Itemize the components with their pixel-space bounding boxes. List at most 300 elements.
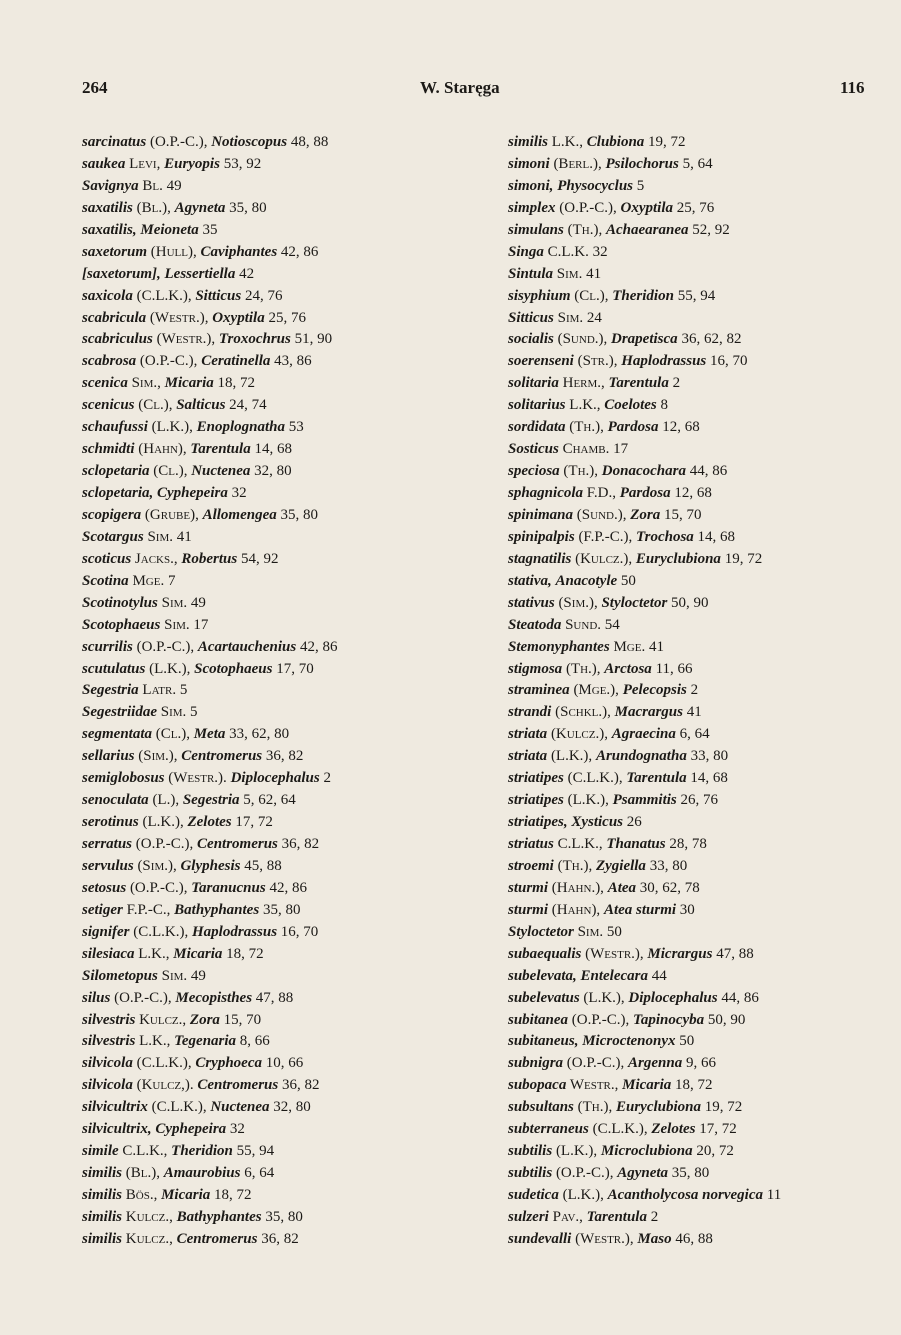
entry-pages: 16, 70	[277, 923, 319, 940]
entry-genus: Arctosa	[604, 660, 652, 677]
entry-author: (Kulcz.),	[571, 550, 636, 567]
entry-genus: Styloctetor	[601, 594, 668, 611]
entry-epithet: Stemonyphantes	[508, 638, 610, 655]
entry-pages: 42, 86	[265, 879, 307, 896]
entry-pages: 20, 72	[692, 1143, 734, 1160]
entry-author: (Bl.),	[122, 1165, 164, 1182]
entry-genus: Notioscopus	[211, 134, 288, 150]
index-entry	[82, 922, 454, 944]
index-entry	[508, 988, 888, 1010]
entry-author: (O.P.-C.),	[563, 1055, 629, 1072]
entry-pages: 35, 80	[276, 506, 319, 523]
entry-genus: Micaria	[161, 1187, 211, 1203]
entry-epithet: setosus	[82, 879, 127, 896]
entry-author: (O.P.-C.),	[132, 836, 198, 852]
entry-epithet: scopigera	[82, 506, 142, 523]
entry-author: (L.K.),	[145, 660, 195, 677]
index-entry	[82, 944, 454, 966]
index-entry	[82, 878, 454, 900]
entry-epithet: schmidti	[82, 441, 135, 458]
entry-genus: Ceratinella	[201, 353, 271, 370]
entry-author: (Schkl.),	[551, 704, 615, 721]
page-number-left: 264	[82, 78, 108, 97]
index-entry	[82, 1163, 454, 1185]
entry-genus: Micaria	[173, 945, 223, 962]
index-entry	[508, 308, 888, 330]
entry-author: Bl.	[138, 177, 167, 194]
entry-epithet: semiglobosus	[82, 770, 165, 787]
entry-genus: Tegenaria	[174, 1033, 237, 1050]
entry-author: (L.K.),	[138, 814, 188, 831]
index-entry	[508, 417, 888, 439]
entry-author: (Westr.),	[146, 309, 213, 326]
entry-pages: 15, 70	[219, 1011, 262, 1028]
entry-author: (Str.),	[573, 353, 622, 370]
index-entry	[508, 615, 888, 637]
index-entry	[82, 286, 454, 308]
entry-epithet: simile	[82, 1143, 119, 1160]
entry-epithet: socialis	[508, 331, 554, 348]
entry-epithet: subitanea	[508, 1011, 569, 1028]
entry-genus: Acartauchenius	[197, 638, 297, 655]
entry-author: Mge.	[609, 638, 649, 655]
index-entry	[82, 154, 454, 176]
entry-pages: 11	[763, 1187, 782, 1203]
entry-author: (Cl.),	[149, 463, 192, 480]
entry-pages: 32	[592, 243, 608, 260]
entry-author: C.L.K.,	[118, 1143, 172, 1160]
index-entry	[508, 1097, 888, 1119]
entry-author: (L.K.),	[552, 1143, 601, 1160]
entry-genus: Entelecara	[580, 967, 648, 984]
entry-epithet: solitaria	[508, 375, 559, 392]
entry-author: (F.P.-C.),	[574, 528, 636, 545]
entry-epithet: simoni	[508, 155, 550, 172]
entry-author: (Hahn),	[134, 441, 191, 458]
entry-epithet: striatipes	[508, 792, 564, 809]
index-entry	[82, 220, 454, 242]
entry-epithet: sturmi	[508, 879, 549, 896]
entry-genus: Euryclubiona	[615, 1099, 702, 1116]
entry-epithet: scenica	[82, 375, 128, 392]
entry-epithet: stagnatilis	[508, 550, 572, 567]
entry-epithet: subaequalis	[508, 945, 582, 962]
entry-author: (Hull),	[147, 243, 201, 260]
page-header	[0, 78, 901, 100]
index-entry	[508, 220, 888, 242]
index-entry	[508, 154, 888, 176]
entry-epithet: simoni,	[508, 177, 554, 194]
entry-epithet: subtilis	[508, 1143, 553, 1160]
entry-genus: Centromerus	[197, 1077, 279, 1094]
index-entry	[82, 966, 454, 988]
entry-pages: 52, 92	[688, 221, 730, 238]
entry-author: (Sund.),	[553, 331, 612, 348]
entry-epithet: sarcinatus	[82, 134, 147, 150]
entry-genus: Amaurobius	[163, 1165, 241, 1182]
entry-author: (O.P.-C.),	[555, 199, 621, 216]
entry-genus: Cyphepeira	[155, 1121, 227, 1138]
entry-pages: 48, 88	[287, 134, 329, 150]
entry-epithet: sellarius	[82, 748, 135, 765]
entry-epithet: subsultans	[508, 1099, 574, 1116]
entry-genus: Pardosa	[619, 485, 671, 501]
entry-epithet: Segestriidae	[82, 704, 157, 721]
entry-pages: 35	[198, 221, 218, 238]
entry-epithet: [saxetorum],	[82, 265, 161, 282]
index-entry	[82, 176, 454, 198]
entry-author: (Th.),	[565, 419, 608, 436]
entry-genus: Tarentula	[190, 441, 251, 458]
entry-genus: Clubiona	[586, 134, 645, 150]
index-column-left	[82, 132, 454, 1251]
index-entry	[82, 1053, 454, 1075]
index-entry	[508, 702, 888, 724]
entry-author: (Sim.),	[133, 857, 181, 874]
entry-genus: Agyneta	[617, 1165, 669, 1182]
index-entry	[508, 198, 888, 220]
index-entry	[508, 439, 888, 461]
entry-pages: 11, 66	[651, 660, 693, 677]
entry-author: (L.K.),	[558, 1187, 608, 1203]
entry-pages: 44, 86	[717, 989, 759, 1006]
entry-genus: Euryclubiona	[635, 550, 721, 567]
entry-pages: 35, 80	[225, 199, 267, 216]
entry-epithet: solitarius	[508, 397, 566, 414]
entry-genus: Agyneta	[174, 199, 226, 216]
index-entry	[508, 527, 888, 549]
index-entry	[82, 483, 454, 505]
entry-pages: 42, 86	[296, 638, 338, 655]
entry-epithet: silvicola	[82, 1077, 133, 1094]
entry-author: F.D.,	[583, 485, 620, 501]
entry-pages: 49	[190, 967, 206, 984]
index-entry	[82, 1119, 454, 1141]
entry-genus: Caviphantes	[200, 243, 278, 260]
entry-author: (C.L.K.),	[132, 1055, 196, 1072]
entry-author: (O.P.-C.),	[126, 879, 192, 896]
entry-epithet: Sintula	[508, 265, 554, 282]
index-entry	[508, 768, 888, 790]
entry-author: (Th.),	[573, 1099, 616, 1116]
entry-pages: 50	[617, 572, 636, 589]
index-entry	[82, 373, 454, 395]
entry-pages: 2	[646, 1208, 659, 1225]
entry-epithet: Steatoda	[508, 616, 562, 633]
entry-genus: Enoplognatha	[196, 419, 285, 436]
entry-epithet: scenicus	[82, 397, 135, 414]
entry-genus: Atea	[607, 879, 637, 896]
entry-genus: Microctenonyx	[582, 1033, 676, 1050]
entry-pages: 55, 94	[673, 287, 716, 304]
entry-author: (O.P.-C.),	[132, 638, 198, 655]
entry-epithet: subterraneus	[508, 1121, 589, 1138]
entry-genus: Allomengea	[202, 506, 277, 523]
entry-genus: Physocyclus	[557, 177, 634, 194]
entry-pages: 25, 76	[673, 199, 715, 216]
entry-pages: 50	[606, 923, 622, 940]
entry-author: (C.L.K.),	[132, 287, 196, 304]
index-entry	[508, 286, 888, 308]
entry-author: (C.L.K.),	[588, 1121, 652, 1138]
entry-epithet: subtilis	[508, 1165, 553, 1182]
index-entry	[508, 856, 888, 878]
entry-author: (L.K.),	[563, 792, 613, 809]
entry-pages: 19, 72	[701, 1099, 743, 1116]
entry-author: (C.L.K.),	[129, 923, 193, 940]
entry-epithet: scabrosa	[82, 353, 137, 370]
entry-epithet: Sitticus	[508, 309, 554, 326]
entry-pages: 42, 86	[277, 243, 319, 260]
entry-genus: Micrargus	[647, 945, 713, 962]
entry-epithet: servulus	[82, 857, 134, 874]
index-entry	[508, 329, 888, 351]
entry-epithet: sclopetaria,	[82, 485, 154, 501]
entry-epithet: Styloctetor	[508, 923, 574, 940]
entry-pages: 8, 66	[236, 1033, 270, 1050]
index-entry	[508, 944, 888, 966]
entry-author: Sund.	[561, 616, 605, 633]
entry-genus: Xysticus	[571, 814, 624, 831]
entry-author: (Kulcz.),	[547, 726, 612, 743]
entry-author: Sim.	[553, 309, 587, 326]
index-entry	[508, 461, 888, 483]
entry-epithet: signifer	[82, 923, 130, 940]
index-entry	[82, 1097, 454, 1119]
entry-genus: Micaria	[164, 375, 214, 392]
entry-author: (O.P.-C.),	[568, 1011, 634, 1028]
entry-epithet: sudetica	[508, 1187, 559, 1203]
entry-genus: Centromerus	[181, 748, 263, 765]
index-entry	[508, 922, 888, 944]
entry-epithet: Scotophaeus	[82, 616, 161, 633]
index-entry	[82, 417, 454, 439]
entry-pages: 49	[190, 594, 206, 611]
entry-author: Pav.,	[548, 1208, 587, 1225]
index-entry	[82, 724, 454, 746]
entry-pages: 2	[668, 375, 681, 392]
entry-pages: 24	[586, 309, 602, 326]
entry-author: Kulcz.,	[122, 1230, 177, 1247]
entry-pages: 14, 68	[250, 441, 292, 458]
entry-epithet: subelevata,	[508, 967, 577, 984]
entry-epithet: simplex	[508, 199, 556, 216]
index-entry	[82, 351, 454, 373]
entry-epithet: silesiaca	[82, 945, 135, 962]
entry-genus: Acantholycosa norvegica	[607, 1187, 763, 1203]
entry-genus: Argenna	[628, 1055, 683, 1072]
index-entry	[82, 900, 454, 922]
index-entry	[508, 1075, 888, 1097]
entry-pages: 2	[686, 682, 699, 699]
entry-epithet: similis	[82, 1208, 123, 1225]
entry-author: (Th.),	[562, 660, 605, 677]
entry-author: (Berl.),	[549, 155, 606, 172]
entry-genus: Scotophaeus	[194, 660, 273, 677]
entry-epithet: senoculata	[82, 792, 149, 809]
entry-pages: 25, 76	[264, 309, 306, 326]
entry-pages: 6, 64	[240, 1165, 275, 1182]
entry-epithet: striata	[508, 726, 548, 743]
entry-epithet: striatus	[508, 836, 554, 852]
entry-epithet: saxetorum	[82, 243, 148, 260]
index-entry	[508, 966, 888, 988]
entry-author: (O.P.-C.),	[136, 353, 202, 370]
entry-genus: Zora	[630, 506, 661, 523]
entry-pages: 17, 72	[695, 1121, 737, 1138]
entry-epithet: striatipes,	[508, 814, 568, 831]
entry-author: (Hahn.),	[548, 879, 608, 896]
entry-pages: 36, 62, 82	[677, 331, 742, 348]
entry-pages: 33, 80	[645, 857, 688, 874]
entry-genus: Zygiella	[595, 857, 646, 874]
index-entry	[82, 1010, 454, 1032]
entry-genus: Mecopisthes	[175, 989, 253, 1006]
entry-epithet: saxatilis	[82, 199, 133, 216]
index-entry	[82, 1207, 454, 1229]
index-entry	[508, 593, 888, 615]
index-entry	[508, 1207, 888, 1229]
entry-genus: Arundognatha	[595, 748, 687, 765]
entry-epithet: soerenseni	[508, 353, 574, 370]
entry-genus: Pardosa	[607, 419, 659, 436]
entry-author: (Sim.),	[134, 748, 182, 765]
entry-author: Levi,	[125, 155, 165, 172]
entry-genus: Theridion	[171, 1143, 233, 1160]
entry-author: Mge.	[128, 572, 168, 589]
entry-epithet: stigmosa	[508, 660, 563, 677]
entry-genus: Taranucnus	[191, 879, 266, 896]
entry-pages: 16, 70	[706, 353, 748, 370]
entry-genus: Bathyphantes	[174, 901, 260, 918]
entry-author: Sim.	[160, 616, 194, 633]
index-entry	[508, 1031, 888, 1053]
index-entry	[82, 1031, 454, 1053]
entry-genus: Theridion	[612, 287, 674, 304]
index-entry	[508, 132, 888, 154]
index-entry	[82, 834, 454, 856]
entry-author: (Cl.),	[134, 397, 177, 414]
entry-author: Kulcz.,	[122, 1208, 177, 1225]
entry-author: (Westr.),	[581, 945, 648, 962]
entry-pages: 33, 62, 80	[225, 726, 290, 743]
entry-epithet: spinipalpis	[508, 528, 575, 545]
entry-genus: Psilochorus	[605, 155, 679, 172]
entry-genus: Sitticus	[195, 287, 242, 304]
entry-genus: Bathyphantes	[176, 1208, 262, 1225]
entry-pages: 30, 62, 78	[636, 879, 700, 896]
index-entry	[508, 659, 888, 681]
entry-genus: Lessertiella	[164, 265, 236, 282]
entry-genus: Cyphepeira	[157, 485, 228, 501]
entry-epithet: similis	[82, 1230, 123, 1247]
entry-epithet: straminea	[508, 682, 570, 699]
entry-author: Westr.,	[566, 1077, 623, 1094]
entry-pages: 49	[166, 177, 182, 194]
page-number-right: 116	[840, 78, 865, 97]
entry-author: L.K.,	[565, 397, 605, 414]
entry-genus: Diplocephalus	[628, 989, 718, 1006]
entry-author: C.L.K.	[543, 243, 593, 260]
index-entry	[508, 637, 888, 659]
entry-epithet: Scotina	[82, 572, 129, 589]
index-entry	[508, 1053, 888, 1075]
entry-genus: Diplocephalus	[230, 770, 320, 787]
entry-pages: 43, 86	[270, 353, 312, 370]
entry-pages: 18, 72	[210, 1187, 252, 1203]
entry-genus: Zelotes	[651, 1121, 696, 1138]
entry-pages: 24, 74	[225, 397, 267, 414]
entry-author: (Kulcz,).	[132, 1077, 198, 1094]
entry-pages: 41	[176, 528, 192, 545]
entry-genus: Thanatus	[606, 836, 666, 852]
entry-pages: 14, 68	[686, 770, 728, 787]
entry-pages: 54	[604, 616, 620, 633]
entry-genus: Haplodrassus	[192, 923, 278, 940]
entry-genus: Tarentula	[608, 375, 669, 392]
entry-author: (O.P.-C.),	[146, 134, 212, 150]
entry-author: Sim.,	[127, 375, 165, 392]
entry-pages: 47, 88	[712, 945, 754, 962]
entry-epithet: silus	[82, 989, 111, 1006]
entry-pages: 14, 68	[693, 528, 736, 545]
entry-epithet: silvicola	[82, 1055, 133, 1072]
entry-genus: Atea sturmi	[603, 901, 677, 918]
entry-genus: Troxochrus	[218, 331, 291, 348]
entry-epithet: scurrilis	[82, 638, 133, 655]
entry-pages: 8	[656, 397, 669, 414]
entry-pages: 44, 86	[685, 463, 728, 480]
index-entry	[82, 1075, 454, 1097]
entry-genus: Nuctenea	[210, 1099, 270, 1116]
entry-pages: 47, 88	[252, 989, 294, 1006]
entry-epithet: sturmi	[508, 901, 549, 918]
entry-epithet: subnigra	[508, 1055, 564, 1072]
entry-pages: 5	[190, 704, 198, 721]
index-entry	[82, 505, 454, 527]
entry-pages: 32	[227, 485, 247, 501]
entry-epithet: similis	[82, 1165, 123, 1182]
index-entry	[82, 132, 454, 154]
running-title: W. Staręga	[420, 78, 500, 97]
entry-epithet: serratus	[82, 836, 133, 852]
entry-epithet: similis	[508, 134, 549, 150]
entry-author: (C.L.K.),	[563, 770, 627, 787]
index-entry	[82, 856, 454, 878]
entry-epithet: strandi	[508, 704, 552, 721]
entry-author: Herm.,	[558, 375, 609, 392]
entry-author: (Th.),	[553, 857, 596, 874]
index-entry	[508, 680, 888, 702]
index-entry	[508, 264, 888, 286]
entry-genus: Glyphesis	[180, 857, 241, 874]
entry-genus: Segestria	[182, 792, 240, 809]
entry-genus: Tapinocyba	[633, 1011, 705, 1028]
entry-epithet: stativa,	[508, 572, 552, 589]
entry-author: Chamb.	[558, 441, 614, 458]
entry-genus: Trochosa	[636, 528, 694, 545]
entry-pages: 30	[676, 901, 695, 918]
entry-epithet: sordidata	[508, 419, 566, 436]
index-entry	[508, 790, 888, 812]
entry-pages: 17, 70	[272, 660, 314, 677]
index-entry	[82, 1185, 454, 1207]
entry-author: Sim.	[157, 704, 191, 721]
entry-genus: Psammitis	[612, 792, 677, 809]
index-entry	[508, 878, 888, 900]
entry-author: (L.),	[148, 792, 183, 809]
entry-epithet: striatipes	[508, 770, 564, 787]
